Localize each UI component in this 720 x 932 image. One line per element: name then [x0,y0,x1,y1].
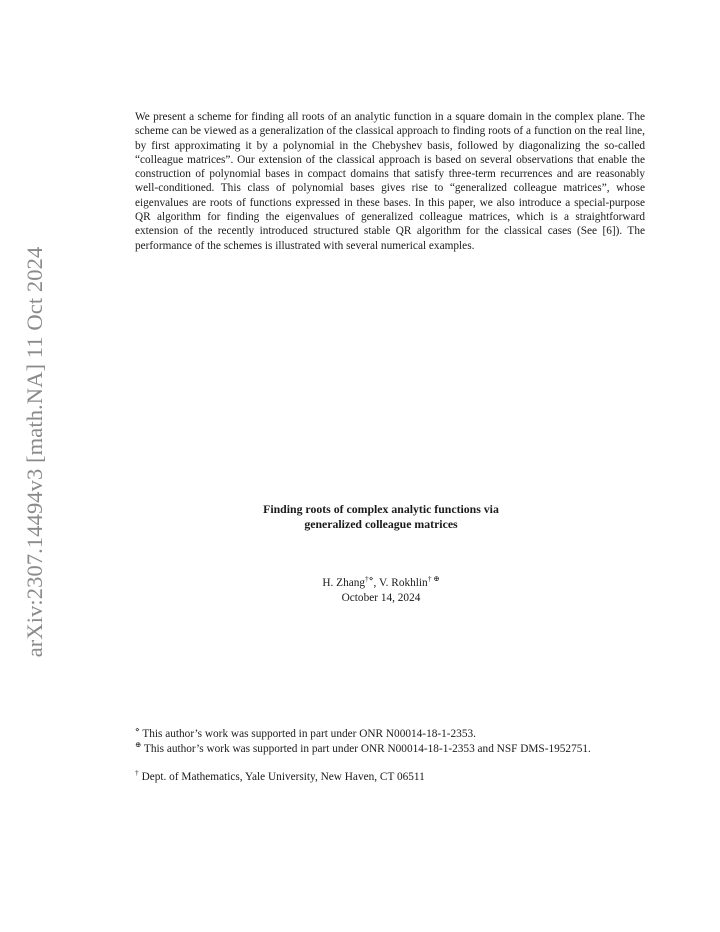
author-name: V. Rokhlin [378,577,428,589]
publication-date: October 14, 2024 [341,592,421,604]
author-block [135,576,627,606]
footnote-mark: † [135,768,139,778]
paper-title-line-1: Finding roots of complex analytic functions via [263,502,499,516]
footnote-text: This author’s work was supported in part under ONR N00014-18-1-2353 and NSF DMS-1952751. [141,742,591,755]
paper-title-line-2: generalized colleague matrices [304,517,458,531]
footnote [135,739,629,757]
footnotes [135,727,629,785]
author-affiliation-marks: † ⊕ [427,574,440,584]
footnote-mark: ⊕ [135,739,142,749]
footnote-text: This author’s work was supported in part under ONR N00014-18-1-2353. [139,728,476,740]
footnote [135,727,629,742]
footnote-mark: ⋄ [135,725,140,735]
abstract: We present a scheme for finding all roots of an analytic function in a square domain in the complex plane. The scheme can be viewed as a generalization of the classical approach to finding roots of a function on the real line, by first approximating it by a polynomial in the Chebyshev basis, followed by diagonalizing the so-called “colleague matrices”. Our extension of the classical approach is based on several observations that enable the construction of polynomial bases in compact domains that satisfy three-term recurrences and are reasonably well-conditioned. This class of polynomial bases gives rise to “generalized colleague matrices”, whose eigenvalues are roots of functions expressed in these bases. In this paper, we also introduce a special-purpose QR algorithm for finding the eigenvalues of generalized colleague matrices, which is a straightforward extension of the recently introduced structured stable QR algorithm for the classical cases (See [6]). The performance of the schemes is illustrated with several numerical examples. [135,111,645,252]
author-list [135,576,627,591]
footnote-text: Dept. of Mathematics, Yale University, New Haven, CT 06511 [138,771,425,783]
author-affiliation-marks: †⋄ [365,574,374,584]
arxiv-identifier-text: arXiv:2307.14494v3 [math.NA] 11 Oct 2024 [22,246,47,658]
footnote [135,770,629,785]
author-separator: , [373,577,379,589]
paper-title [135,502,627,532]
author-name: H. Zhang [322,577,366,589]
